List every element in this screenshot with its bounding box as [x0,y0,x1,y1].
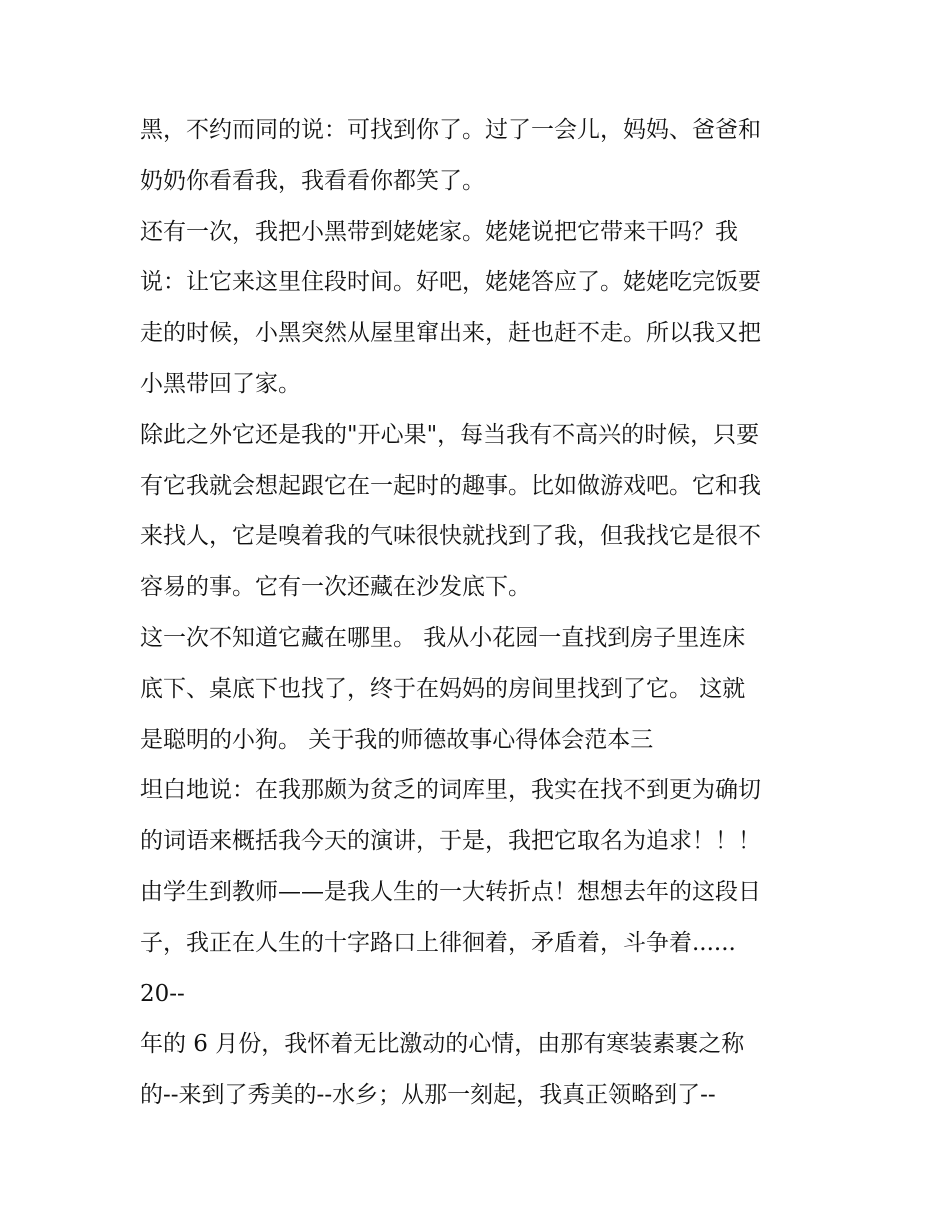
text-line: 有它我就会想起跟它在一起时的趣事。比如做游戏吧。它和我 [140,472,761,499]
text-line: 奶奶你看看我，我看看你都笑了。 [140,167,485,194]
text-line: 是聪明的小狗。 关于我的师德故事心得体会范本三 [140,726,654,753]
text-line: 的词语来概括我今天的演讲，于是，我把它取名为追求！！！ [140,828,761,855]
text-line: 说：让它来这里住段时间。好吧，姥姥答应了。姥姥吃完饭要 [140,269,761,296]
text-line: 来找人，它是嗅着我的气味很快就找到了我，但我找它是很不 [140,523,761,550]
text-line: 这一次不知道它藏在哪里。 我从小花园一直找到房子里连床 [140,624,746,651]
text-line: 20-- [140,980,185,1007]
document-body [140,105,820,1121]
text-line: 除此之外它还是我的"开心果"，每当我有不高兴的时候，只要 [140,421,760,448]
text-line: 坦白地说：在我那颇为贫乏的词库里，我实在找不到更为确切 [140,777,761,804]
text-line: 子，我正在人生的十字路口上徘徊着，矛盾着，斗争着...... [140,929,736,956]
text-line: 容易的事。它有一次还藏在沙发底下。 [140,574,531,601]
text-line: 底下、桌底下也找了，终于在妈妈的房间里找到了它。 这就 [140,675,746,702]
text-line: 年的 6 月份，我怀着无比激动的心情，由那有寒装素裹之称 [140,1031,745,1058]
text-line: 由学生到教师——是我人生的一大转折点！想想去年的这段日 [140,878,761,905]
text-line: 走的时候，小黑突然从屋里窜出来，赶也赶不走。所以我又把 [140,320,761,347]
text-line: 的--来到了秀美的--水乡；从那一刻起，我真正领略到了-- [140,1082,716,1109]
text-line: 还有一次，我把小黑带到姥姥家。姥姥说把它带来干吗？我 [140,218,738,245]
text-line: 小黑带回了家。 [140,370,301,397]
text-line: 黑，不约而同的说：可找到你了。过了一会儿，妈妈、爸爸和 [140,117,761,143]
